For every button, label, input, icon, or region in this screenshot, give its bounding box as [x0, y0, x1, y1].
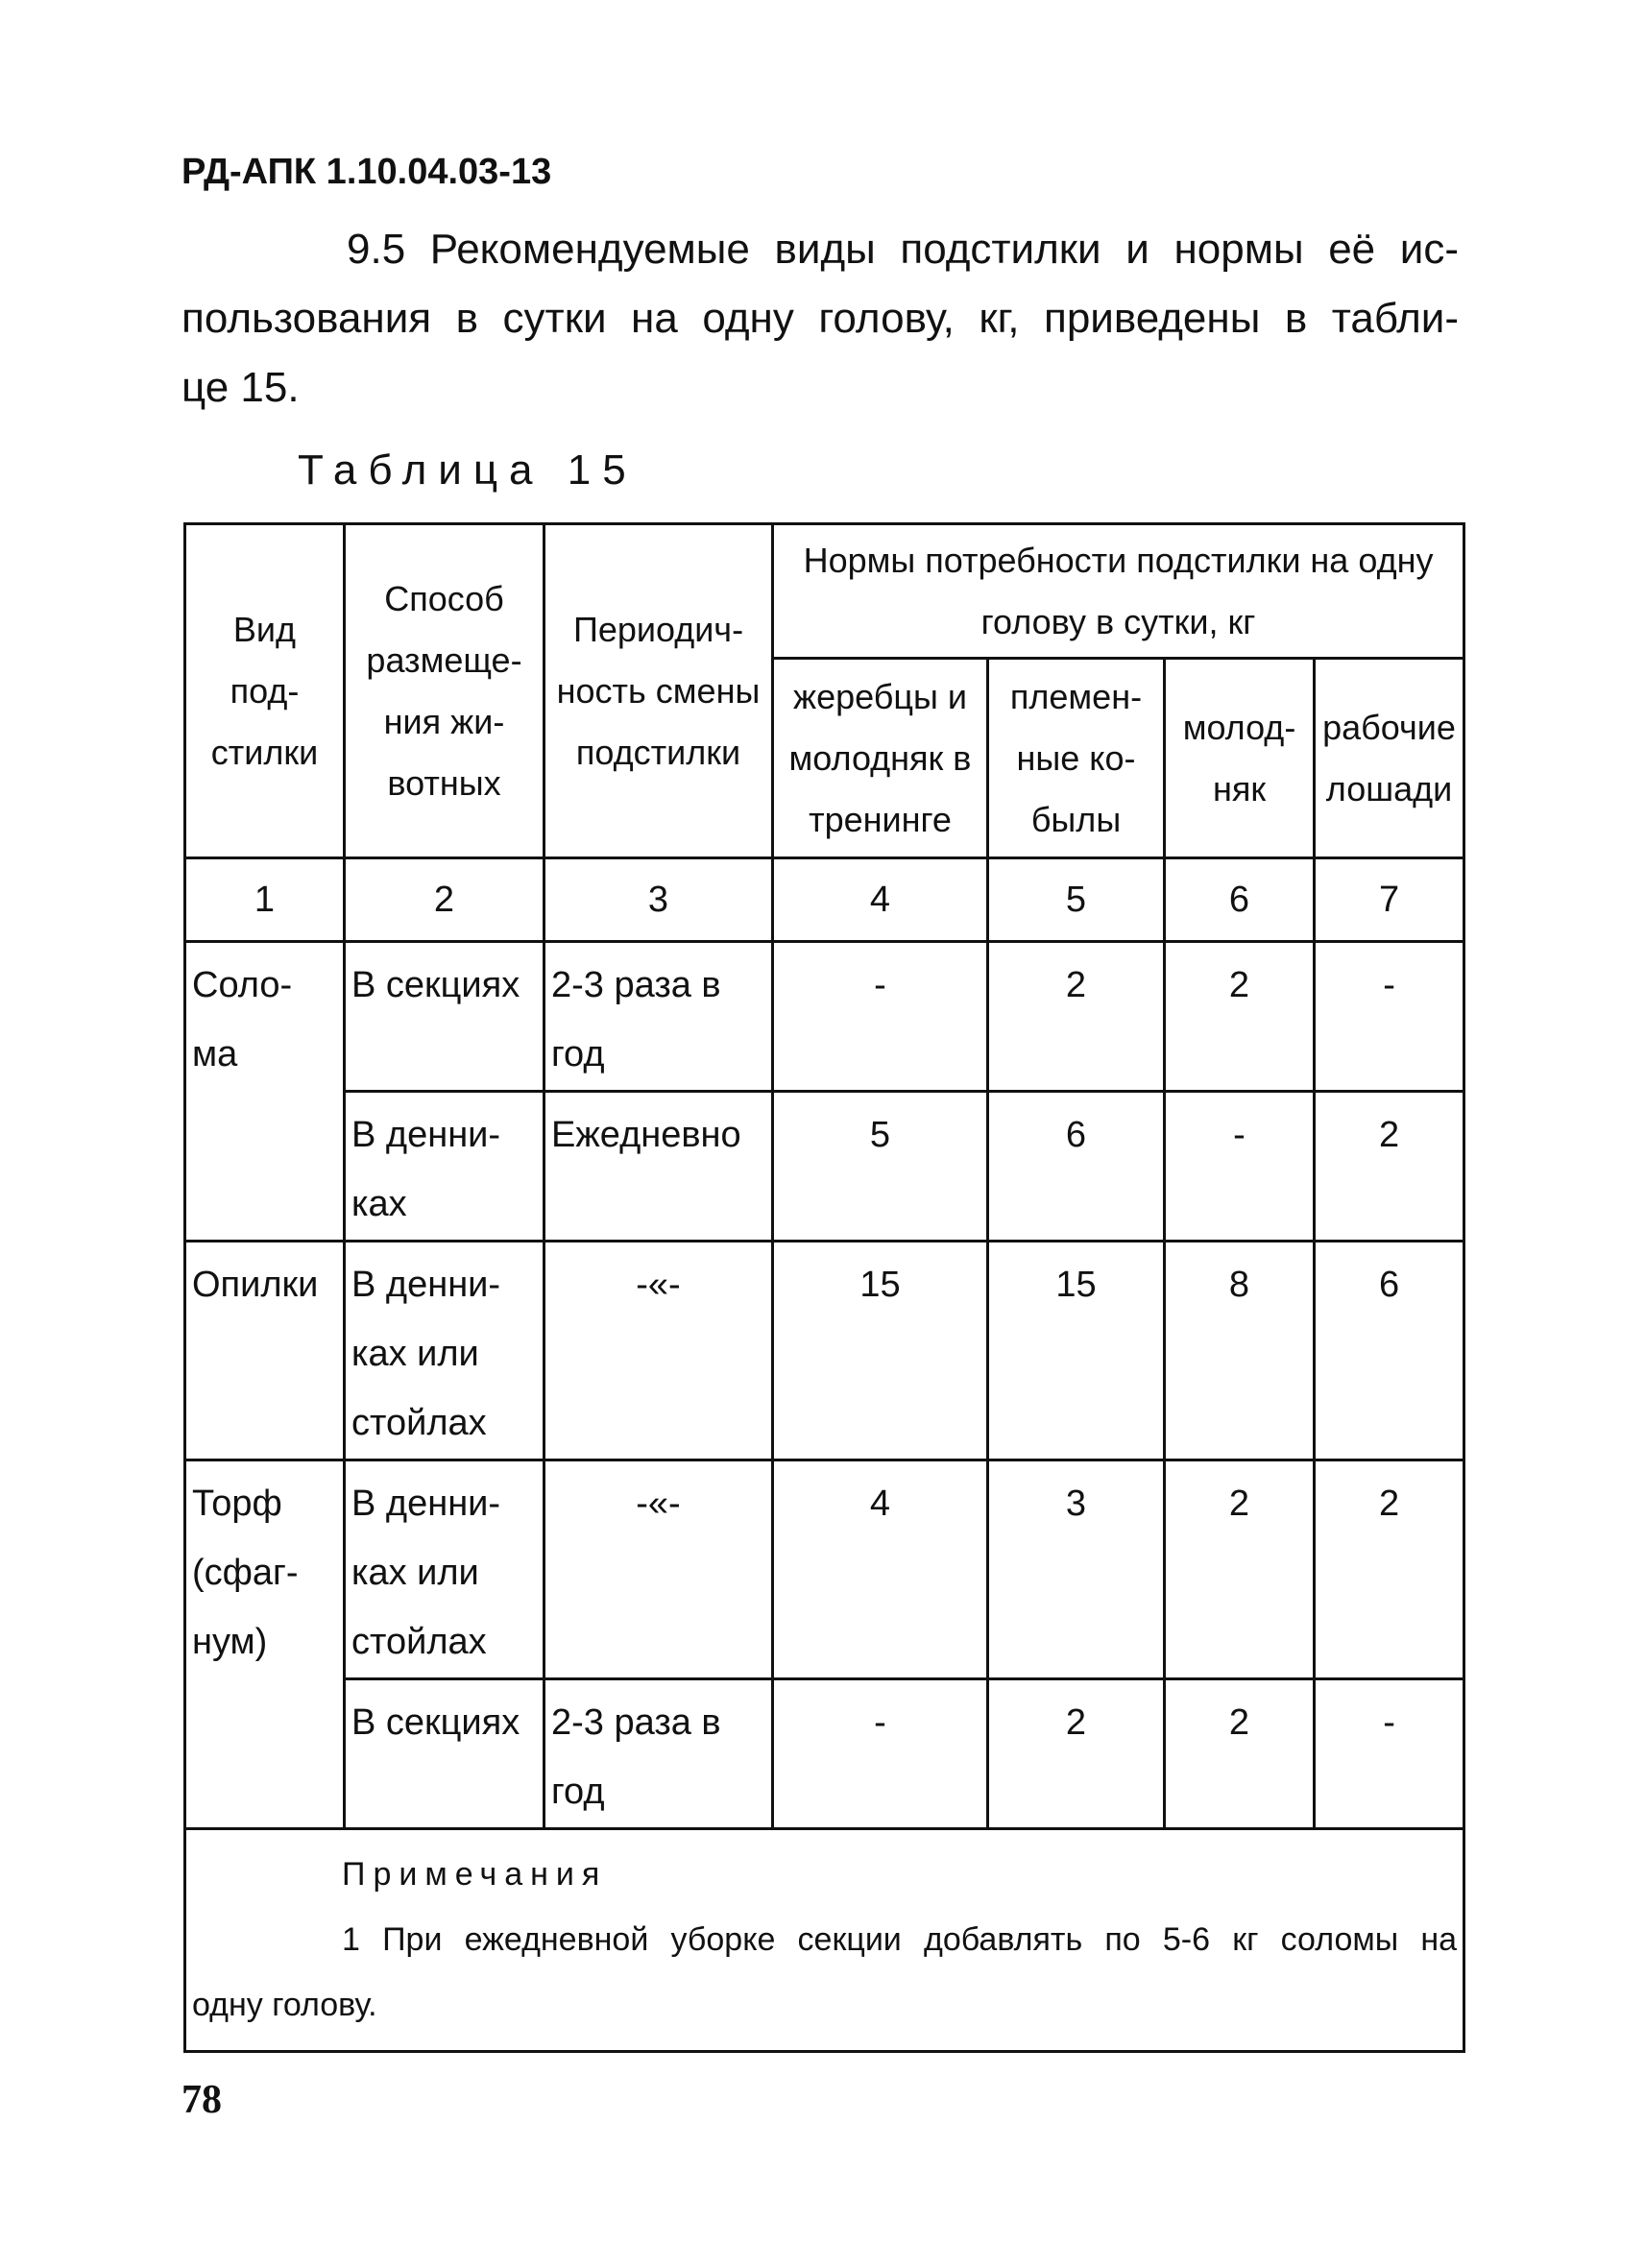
- table-row: [185, 1460, 1464, 1679]
- change-frequency-cell: 2-3 раза в год: [544, 1679, 773, 1829]
- value-cell: 2: [988, 1679, 1165, 1829]
- column-number: 4: [773, 858, 988, 942]
- bedding-type-cell: Опилки: [185, 1242, 345, 1460]
- housing-method-cell: В секциях: [345, 1679, 544, 1829]
- value-cell: 6: [988, 1092, 1165, 1242]
- value-cell: 15: [773, 1242, 988, 1460]
- change-frequency-cell: -«-: [544, 1460, 773, 1679]
- header-stallions-young: жеребцы и молодняк в тренинге: [773, 659, 988, 858]
- intro-line-1: 9.5 Рекомендуемые виды подстилки и нормы её ис-: [347, 226, 1459, 273]
- column-number: 5: [988, 858, 1165, 942]
- value-cell: 2: [1315, 1460, 1464, 1679]
- table-row: [185, 942, 1464, 1092]
- note-text: 1 При ежедневной уборке секции добавлять по 5-6 кг соломы на: [342, 1921, 1458, 1958]
- page-number: 78: [181, 2078, 222, 2122]
- value-cell: -: [1165, 1092, 1315, 1242]
- document-code: РД-АПК 1.10.04.03-13: [181, 152, 552, 192]
- table-row: [185, 1679, 1464, 1829]
- table-row: [185, 1242, 1464, 1460]
- bedding-type-cell: Торф (сфаг- нум): [185, 1460, 345, 1829]
- change-frequency-cell: -«-: [544, 1242, 773, 1460]
- value-cell: 2: [1165, 1679, 1315, 1829]
- header-change-frequency: Периодич- ность смены подстилки: [544, 524, 773, 858]
- notes-cell: [185, 1829, 1464, 2052]
- value-cell: 2: [1165, 1460, 1315, 1679]
- value-cell: 4: [773, 1460, 988, 1679]
- header-working-horses: рабочие лошади: [1315, 659, 1464, 858]
- header-breeding-mares: племен- ные ко- былы: [988, 659, 1165, 858]
- column-numbers-row: [185, 858, 1464, 942]
- value-cell: -: [1315, 1679, 1464, 1829]
- change-frequency-cell: 2-3 раза в год: [544, 942, 773, 1092]
- intro-line-2: пользования в сутки на одну голову, кг, приведены в табли-: [181, 295, 1459, 342]
- note-text-continued: одну голову.: [192, 1987, 377, 2023]
- value-cell: -: [773, 942, 988, 1092]
- value-cell: -: [773, 1679, 988, 1829]
- header-young-stock: молод- няк: [1165, 659, 1315, 858]
- value-cell: 6: [1315, 1242, 1464, 1460]
- header-norms-group: Нормы потребности подстилки на одну голову в сутки, кг: [773, 524, 1464, 659]
- header-bedding-type: Вид под- стилки: [185, 524, 345, 858]
- value-cell: 8: [1165, 1242, 1315, 1460]
- housing-method-cell: В денни- ках или стойлах: [345, 1242, 544, 1460]
- value-cell: -: [1315, 942, 1464, 1092]
- header-housing-method: Способ размеще- ния жи- вотных: [345, 524, 544, 858]
- notes-title: Примечания: [342, 1856, 608, 1893]
- value-cell: 2: [988, 942, 1165, 1092]
- housing-method-cell: В денни- ках или стойлах: [345, 1460, 544, 1679]
- value-cell: 5: [773, 1092, 988, 1242]
- housing-method-cell: В секциях: [345, 942, 544, 1092]
- column-number: 7: [1315, 858, 1464, 942]
- notes-row: [185, 1829, 1464, 2052]
- table-caption: Таблица 15: [298, 446, 638, 494]
- value-cell: 2: [1315, 1092, 1464, 1242]
- intro-paragraph: [181, 215, 1459, 422]
- column-number: 2: [345, 858, 544, 942]
- column-number: 6: [1165, 858, 1315, 942]
- column-number: 3: [544, 858, 773, 942]
- value-cell: 15: [988, 1242, 1165, 1460]
- change-frequency-cell: Ежедневно: [544, 1092, 773, 1242]
- bedding-type-cell: Соло- ма: [185, 942, 345, 1242]
- bedding-norms-table: [183, 522, 1465, 2053]
- housing-method-cell: В денни- ках: [345, 1092, 544, 1242]
- column-number: 1: [185, 858, 345, 942]
- table-row: [185, 1092, 1464, 1242]
- value-cell: 3: [988, 1460, 1165, 1679]
- value-cell: 2: [1165, 942, 1315, 1092]
- intro-line-3: це 15.: [181, 364, 300, 411]
